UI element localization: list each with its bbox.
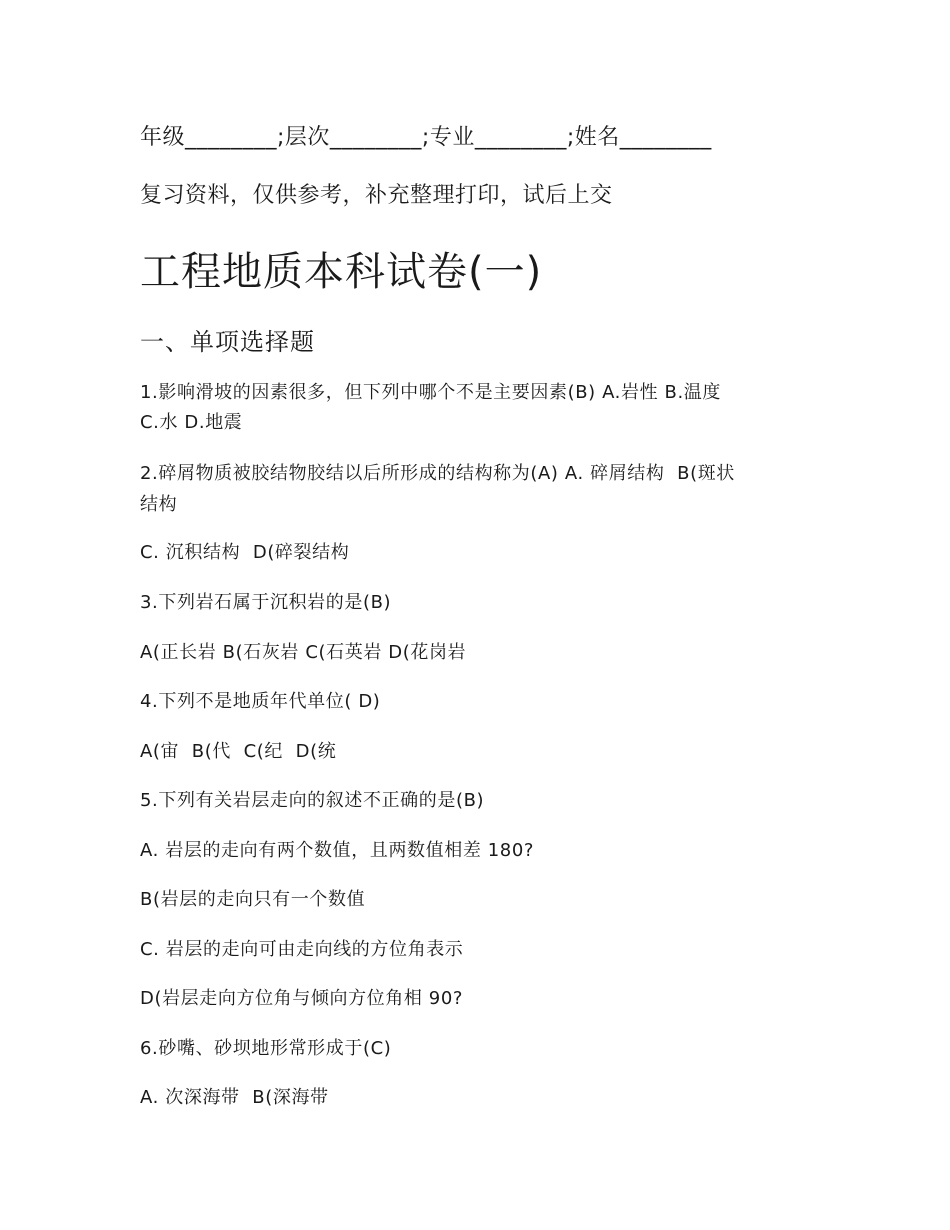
question-1-line-1: 1.影响滑坡的因素很多，但下列中哪个不是主要因素(B) A.岩性 B.温度 [140, 382, 721, 403]
question-2-line-2: 结构 [140, 494, 178, 515]
question-5-option-b: B(岩层的走向只有一个数值 [140, 889, 366, 910]
question-4: 4.下列不是地质年代单位( D) [140, 691, 381, 712]
section-heading: 一、单项选择题 [140, 328, 315, 356]
question-3: 3.下列岩石属于沉积岩的是(B) [140, 592, 392, 613]
question-5-option-a: A. 岩层的走向有两个数值，且两数值相差 180? [140, 840, 535, 861]
question-5-option-d: D(岩层走向方位角与倾向方位角相 90? [140, 988, 464, 1009]
question-6: 6.砂嘴、砂坝地形常形成于(C) [140, 1038, 392, 1059]
question-5: 5.下列有关岩层走向的叙述不正确的是(B) [140, 790, 485, 811]
question-4-options: A(宙 B(代 C(纪 D(统 [140, 741, 337, 762]
question-1-line-2: C.水 D.地震 [140, 412, 243, 433]
student-info-line: 年级________;层次________;专业________;姓名________ [140, 125, 712, 150]
question-2-line-1: 2.碎屑物质被胶结物胶结以后所形成的结构称为(A) A. 碎屑结构 B(斑状 [140, 463, 735, 484]
document-title: 工程地质本科试卷(一) [140, 249, 543, 295]
question-3-options: A(正长岩 B(石灰岩 C(石英岩 D(花岗岩 [140, 642, 467, 663]
question-5-option-c: C. 岩层的走向可由走向线的方位角表示 [140, 939, 464, 960]
question-6-options: A. 次深海带 B(深海带 [140, 1087, 329, 1108]
review-note-line: 复习资料，仅供参考，补充整理打印，试后上交 [140, 183, 613, 208]
question-2-options: C. 沉积结构 D(碎裂结构 [140, 542, 350, 563]
